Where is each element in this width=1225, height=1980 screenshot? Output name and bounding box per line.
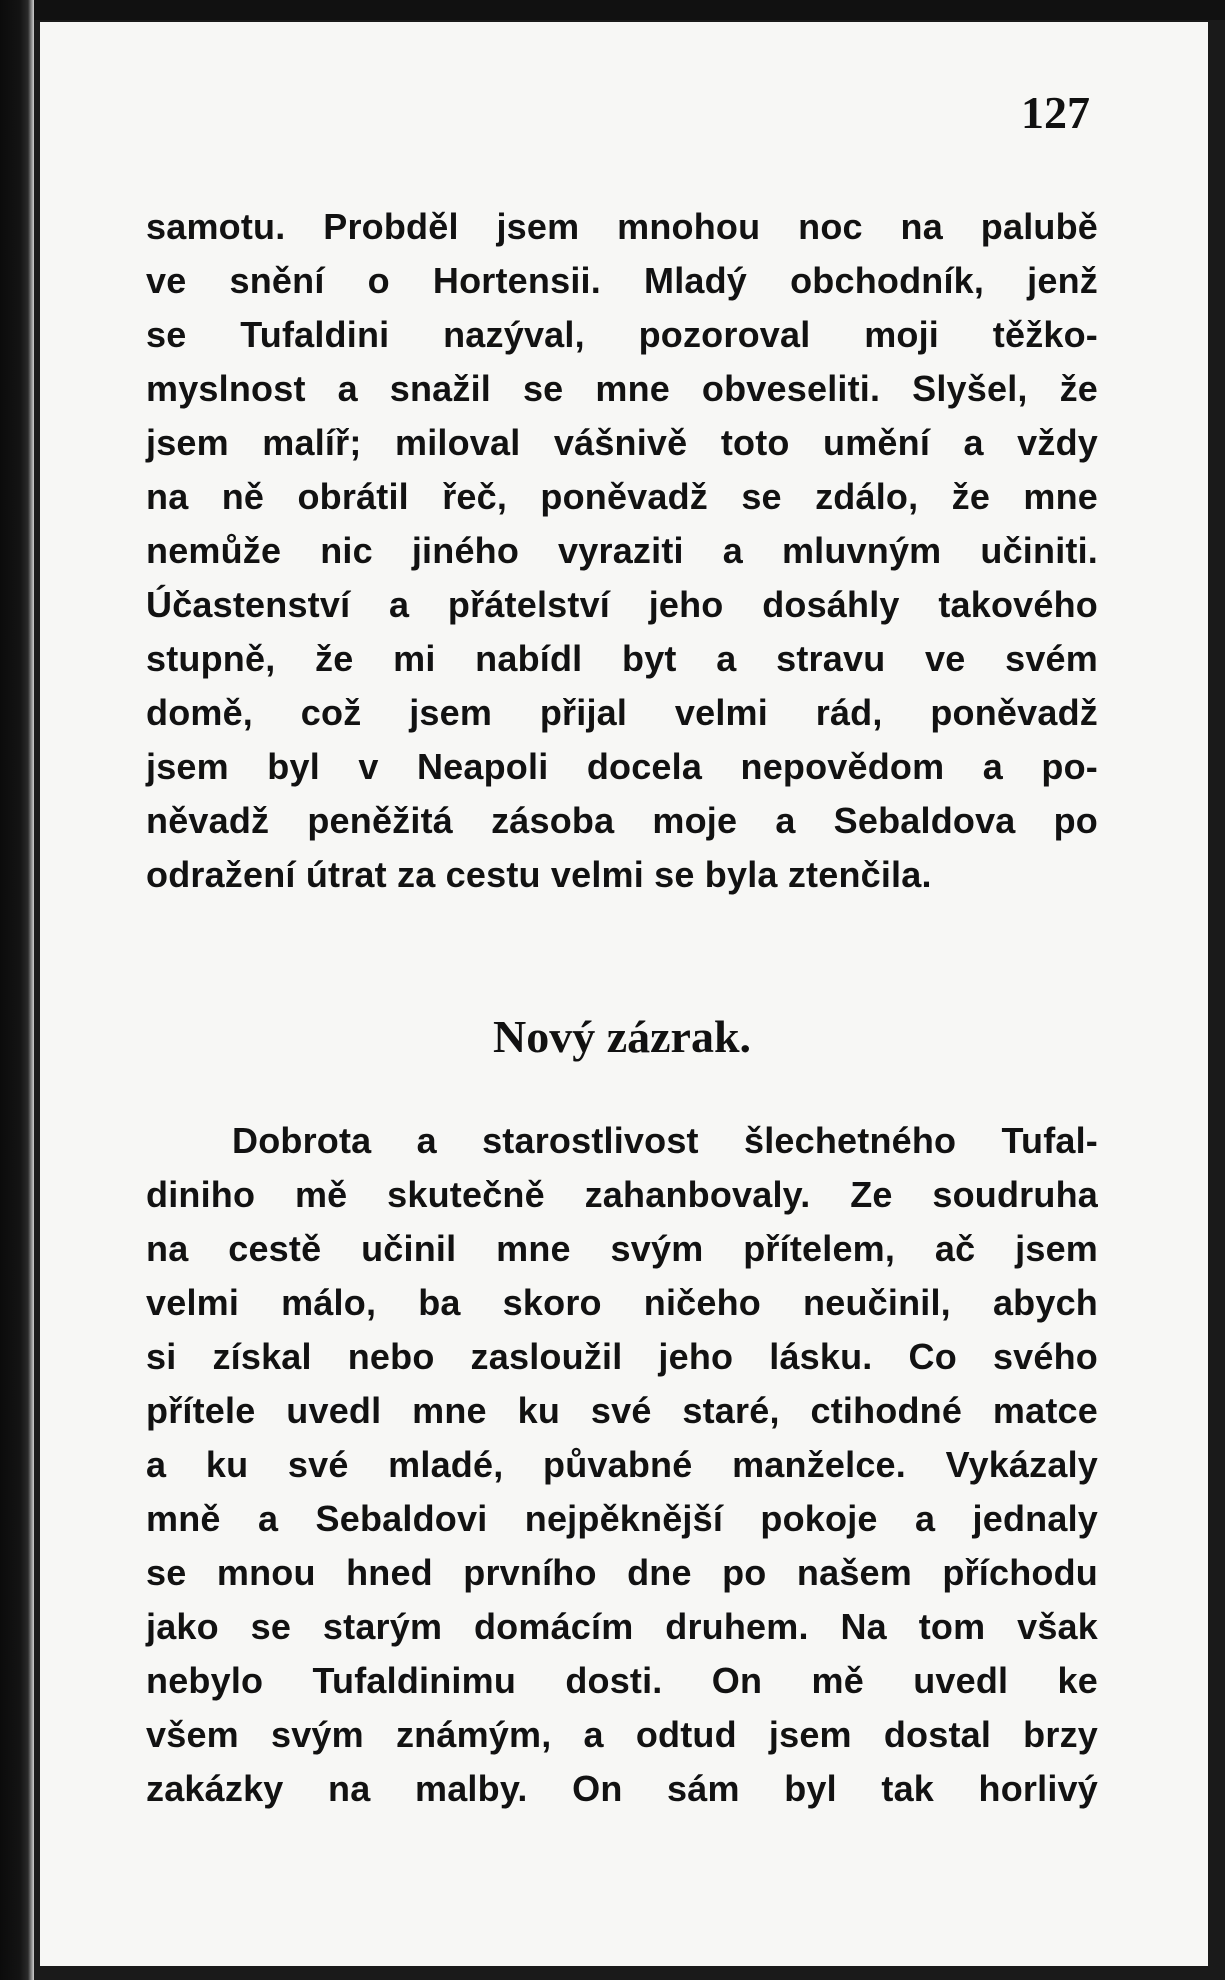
page-number: 127	[1021, 87, 1090, 138]
scan-border-top	[0, 0, 1225, 20]
text-line: se Tufaldini nazýval, pozoroval moji těžko-	[146, 314, 1098, 355]
text-line: samotu. Probděl jsem mnohou noc na palubě	[146, 206, 1098, 247]
text-line: jsem malíř; miloval vášnivě toto umění a vždy	[146, 422, 1098, 463]
text-line: Účastenství a přátelství jeho dosáhly takového	[146, 584, 1098, 625]
text-line: a ku své mladé, půvabné manželce. Vykázaly	[146, 1444, 1098, 1485]
paragraph-2	[146, 1114, 1098, 1816]
text-line: se mnou hned prvního dne po našem příchodu	[146, 1552, 1098, 1593]
text-line: myslnost a snažil se mne obveseliti. Slyšel, že	[146, 368, 1098, 409]
text-line: všem svým známým, a odtud jsem dostal brzy	[146, 1714, 1098, 1755]
text-line: si získal nebo zasloužil jeho lásku. Co svého	[146, 1336, 1098, 1377]
text-line: ve snění o Hortensii. Mladý obchodník, jenž	[146, 260, 1098, 301]
text-line: odražení útrat za cestu velmi se byla ztenčila.	[146, 854, 932, 895]
text-line: na cestě učinil mne svým přítelem, ač jsem	[146, 1228, 1098, 1269]
book-page	[40, 22, 1208, 1966]
scan-border-left	[0, 0, 34, 1980]
text-line: jako se starým domácím druhem. Na tom však	[146, 1606, 1098, 1647]
paragraph-1	[146, 200, 1098, 902]
text-line: domě, což jsem přijal velmi rád, poněvadž	[146, 692, 1098, 733]
text-line: velmi málo, ba skoro ničeho neučinil, abych	[146, 1282, 1098, 1323]
text-line: na ně obrátil řeč, poněvadž se zdálo, že mne	[146, 476, 1098, 517]
text-line: stupně, že mi nabídl byt a stravu ve svém	[146, 638, 1098, 679]
text-line: diniho mě skutečně zahanbovaly. Ze soudruha	[146, 1174, 1098, 1215]
text-line: mně a Sebaldovi nejpěknější pokoje a jednaly	[146, 1498, 1098, 1539]
text-line: nebylo Tufaldinimu dosti. On mě uvedl ke	[146, 1660, 1098, 1701]
text-line: jsem byl v Neapoli docela nepovědom a po-	[146, 746, 1098, 787]
text-line: přítele uvedl mne ku své staré, ctihodné matce	[146, 1390, 1098, 1431]
text-line: zakázky na malby. On sám byl tak horlivý	[146, 1768, 1098, 1809]
section-heading: Nový zázrak.	[492, 1011, 752, 1062]
text-line: něvadž peněžitá zásoba moje a Sebaldova po	[146, 800, 1098, 841]
text-line: Dobrota a starostlivost šlechetného Tufal-	[232, 1120, 1098, 1161]
text-line: nemůže nic jiného vyraziti a mluvným učiniti.	[146, 530, 1098, 571]
